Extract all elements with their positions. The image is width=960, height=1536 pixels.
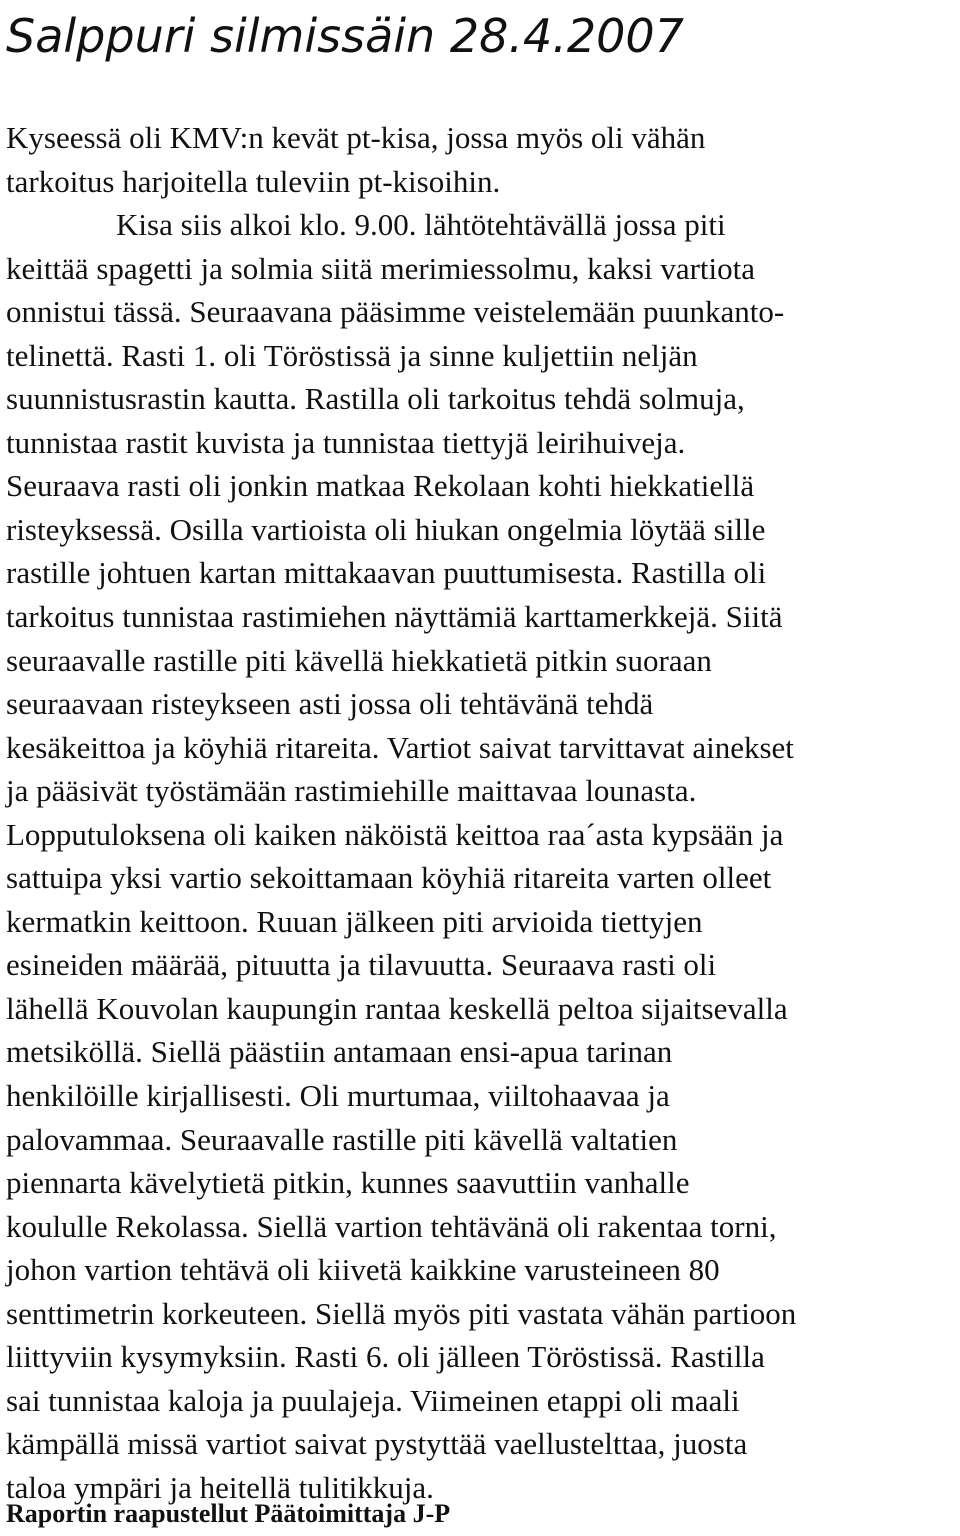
document-title: Salppuri silmissäin 28.4.2007 xyxy=(6,9,684,63)
text-line: onnistui tässä. Seuraavana pääsimme veistelemään puunkanto- xyxy=(6,294,785,330)
text-line: lähellä Kouvolan kaupungin rantaa keskellä peltoa sijaitsevalla xyxy=(6,990,788,1026)
text-line: metsiköllä. Siellä päästiin antamaan ensi-apua tarinan xyxy=(6,1034,673,1070)
text-line: rastille johtuen kartan mittakaavan puuttumisesta. Rastilla oli xyxy=(6,555,767,591)
text-line: ja pääsivät työstämään rastimiehille maittavaa lounasta. xyxy=(6,773,697,809)
text-line: liittyviin kysymyksiin. Rasti 6. oli jälleen Töröstissä. Rastilla xyxy=(6,1339,765,1375)
text-line: esineiden määrää, pituutta ja tilavuutta. Seuraava rasti oli xyxy=(6,947,717,983)
text-line: risteyksessä. Osilla vartioista oli hiukan ongelmia löytää sille xyxy=(6,511,766,547)
text-line: seuraavalle rastille piti kävellä hiekkatietä pitkin suoraan xyxy=(6,642,712,678)
text-line: piennarta kävelytietä pitkin, kunnes saavuttiin vanhalle xyxy=(6,1165,690,1201)
text-line: Seuraava rasti oli jonkin matkaa Rekolaan kohti hiekkatiellä xyxy=(6,468,755,504)
text-line: telinettä. Rasti 1. oli Töröstissä ja sinne kuljettiin neljän xyxy=(6,337,698,373)
text-line: tarkoitus tunnistaa rastimiehen näyttämiä karttamerkkejä. Siitä xyxy=(6,599,783,635)
text-line: tunnistaa rastit kuvista ja tunnistaa tiettyjä leirihuiveja. xyxy=(6,424,686,460)
text-line: senttimetrin korkeuteen. Siellä myös piti vastata vähän partioon xyxy=(6,1295,797,1331)
author-signature: Raportin raapustellut Päätoimittaja J-P xyxy=(6,1499,451,1528)
text-line: keittää spagetti ja solmia siitä merimiessolmu, kaksi vartiota xyxy=(6,250,755,286)
text-line: kämpällä missä vartiot saivat pystyttää vaellustelttaa, juosta xyxy=(6,1426,748,1462)
text-line: henkilöille kirjallisesti. Oli murtumaa, viiltohaavaa ja xyxy=(6,1078,670,1114)
text-line: Kyseessä oli KMV:n kevät pt-kisa, jossa myös oli vähän xyxy=(6,120,706,155)
text-line: tarkoitus harjoitella tuleviin pt-kisoihin. xyxy=(6,163,501,199)
text-line: kesäkeittoa ja köyhiä ritareita. Vartiot saivat tarvittavat ainekset xyxy=(6,729,794,765)
text-line: seuraavaan risteykseen asti jossa oli tehtävänä tehdä xyxy=(6,686,654,722)
text-line: Kisa siis alkoi klo. 9.00. lähtötehtävällä jossa piti xyxy=(116,207,726,243)
text-line: johon vartion tehtävä oli kiivetä kaikkine varusteineen 80 xyxy=(6,1252,720,1288)
text-line: palovammaa. Seuraavalle rastille piti kävellä valtatien xyxy=(6,1121,678,1157)
text-line: sai tunnistaa kaloja ja puulajeja. Viimeinen etappi oli maali xyxy=(6,1382,740,1418)
text-line: taloa ympäri ja heitellä tulitikkuja. xyxy=(6,1469,434,1505)
text-line: Lopputuloksena oli kaiken näköistä keittoa raa´asta kypsään ja xyxy=(6,816,784,852)
article-body xyxy=(6,116,958,1510)
text-line: koululle Rekolassa. Siellä vartion tehtävänä oli rakentaa torni, xyxy=(6,1208,777,1244)
text-line: kermatkin keittoon. Ruuan jälkeen piti arvioida tiettyjen xyxy=(6,903,703,939)
text-line: sattuipa yksi vartio sekoittamaan köyhiä ritareita varten olleet xyxy=(6,860,772,896)
text-line: suunnistusrastin kautta. Rastilla oli tarkoitus tehdä solmuja, xyxy=(6,381,745,417)
